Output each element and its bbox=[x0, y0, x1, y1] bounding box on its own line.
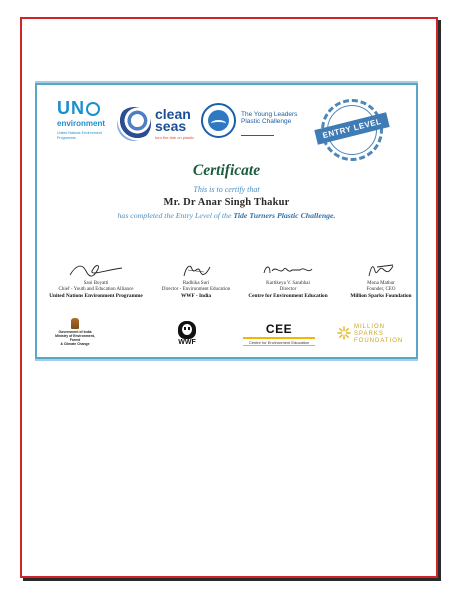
tideturners-underline bbox=[241, 135, 274, 136]
un-mark: UN bbox=[57, 98, 85, 118]
msf-line1: MILLION bbox=[354, 324, 386, 330]
brush-border-top bbox=[35, 81, 418, 84]
cleanseas-line1: clean bbox=[155, 106, 191, 122]
signature-block bbox=[40, 261, 152, 299]
entry-level-stamp bbox=[321, 99, 383, 161]
certificate-text-block bbox=[37, 162, 416, 220]
million-sparks-logo bbox=[337, 322, 412, 348]
signatory-org: WWF - India bbox=[180, 293, 212, 299]
completion-prefix: has completed the Entry Level of the bbox=[117, 211, 232, 220]
goi-line3: & Climate Change bbox=[60, 342, 90, 346]
un-globe-icon bbox=[86, 102, 100, 116]
wwf-text: WWF bbox=[178, 339, 196, 346]
goi-line1: Government of India bbox=[58, 330, 92, 334]
cee-logo bbox=[243, 323, 315, 346]
wwf-logo bbox=[175, 321, 199, 347]
entry-level-label: ENTRY LEVEL bbox=[314, 112, 389, 144]
signatory-role: Director bbox=[279, 287, 297, 292]
tideturners-text: The Young Leaders Plastic Challenge bbox=[241, 111, 298, 125]
panda-icon bbox=[178, 321, 196, 339]
recipient-name: Mr. Dr Anar Singh Thakur bbox=[163, 197, 290, 208]
signatory-role: Chief - Youth and Education Alliance bbox=[58, 287, 134, 292]
cleanseas-subtitle: turn the tide on plastic bbox=[155, 135, 195, 140]
goi-line2: Ministry of Environment, Forest bbox=[55, 334, 95, 342]
signatory-name: Saoi Boyatti bbox=[83, 281, 109, 286]
logo-row bbox=[37, 99, 416, 154]
signatory-role: Director - Environment Education bbox=[161, 287, 231, 292]
signature-icon bbox=[176, 261, 216, 279]
signature-icon bbox=[363, 261, 399, 279]
signatory-org: Million Sparks Foundation bbox=[350, 293, 412, 299]
signature-icon bbox=[66, 261, 126, 279]
signature-block bbox=[325, 261, 437, 299]
signatures-row bbox=[37, 261, 416, 306]
spark-icon bbox=[337, 326, 351, 340]
signature-icon bbox=[260, 261, 316, 279]
signatory-role: Founder, CEO bbox=[366, 287, 396, 292]
un-environment-logo bbox=[57, 99, 112, 140]
tideturners-badge-icon bbox=[201, 103, 236, 138]
signatory-name: Radhika Suri bbox=[182, 281, 210, 286]
cleanseas-text bbox=[155, 108, 191, 132]
wave-icon bbox=[117, 107, 151, 141]
certificate-title: Certificate bbox=[192, 162, 261, 179]
million-sparks-text bbox=[354, 324, 403, 345]
un-environment-text: environment bbox=[57, 119, 106, 128]
tideturners-logo bbox=[201, 103, 311, 143]
cleanseas-line2: seas bbox=[155, 118, 187, 134]
partner-logos-row bbox=[37, 318, 416, 350]
signatory-org: United Nations Environment Programme bbox=[49, 293, 143, 299]
signatory-org: Centre for Environment Education bbox=[248, 293, 328, 299]
national-emblem-icon bbox=[71, 318, 79, 329]
signatory-name: Mona Mathur bbox=[367, 281, 395, 286]
brush-border-bottom bbox=[35, 358, 418, 361]
challenge-name: Tide Turners Plastic Challenge. bbox=[233, 211, 336, 220]
msf-line2: SPARKS bbox=[354, 331, 384, 337]
cee-mark: CEE bbox=[265, 322, 293, 336]
completion-line bbox=[37, 211, 416, 220]
signatory-name: Kartikeya V. Sarabhai bbox=[266, 281, 310, 286]
unep-small-text: United Nations Environment Programme bbox=[57, 131, 102, 140]
cee-subtitle: Centre for Environment Education bbox=[243, 340, 315, 346]
cleanseas-logo bbox=[117, 99, 197, 149]
certificate-card bbox=[35, 83, 418, 359]
government-of-india-logo bbox=[55, 318, 95, 346]
certify-line: This is to certify that bbox=[193, 185, 260, 194]
msf-line3: FOUNDATION bbox=[354, 338, 404, 344]
